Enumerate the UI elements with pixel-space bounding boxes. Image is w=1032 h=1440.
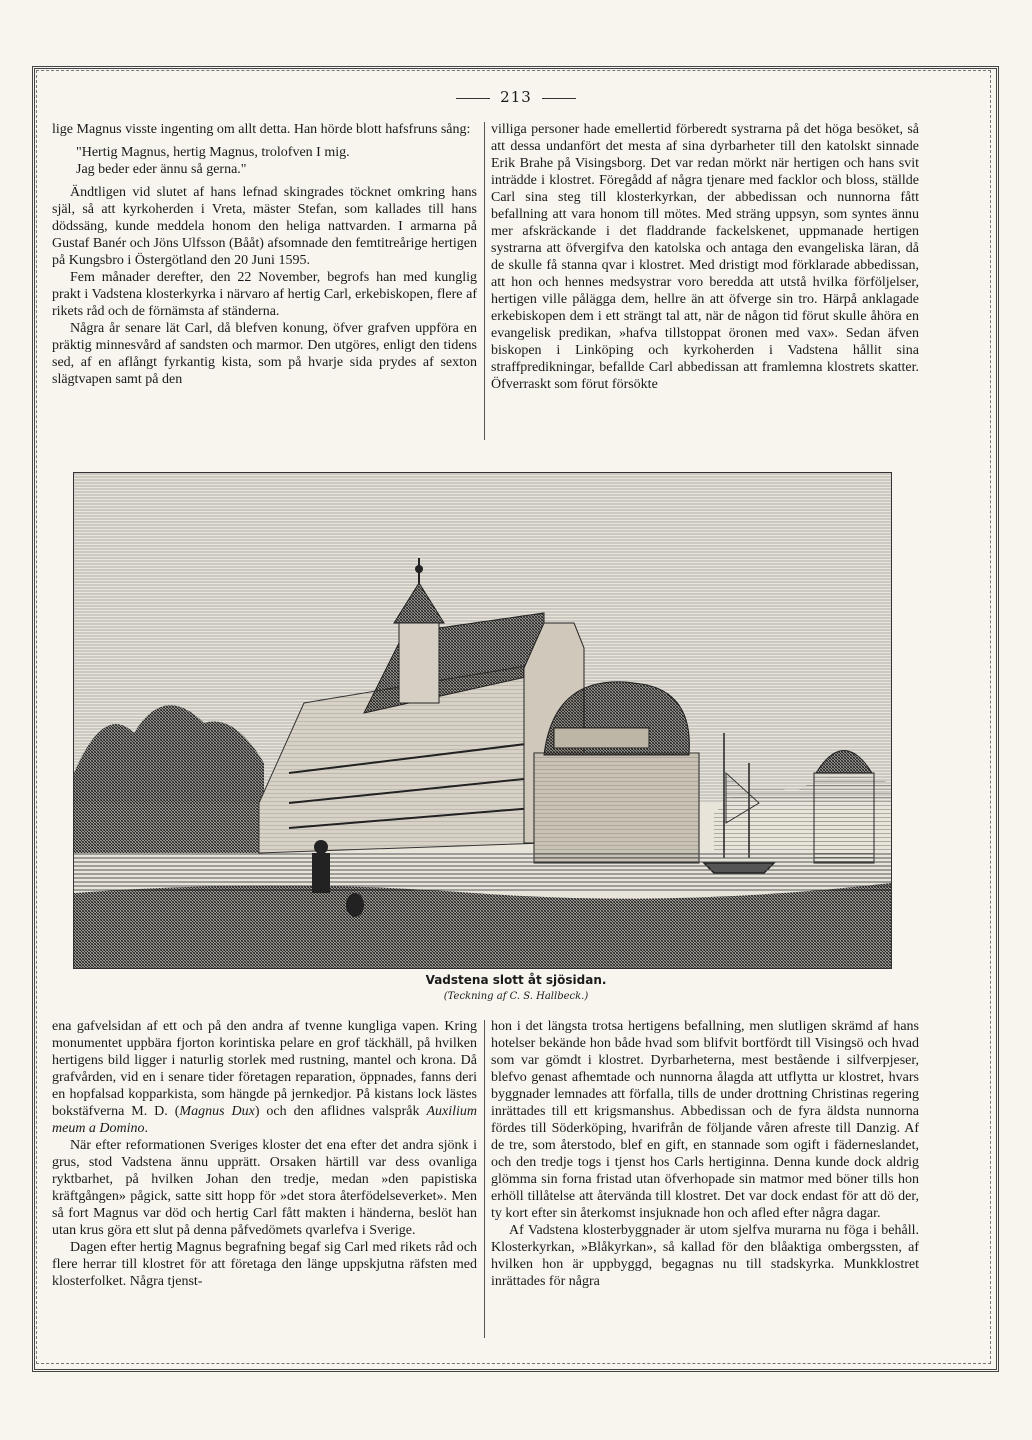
- paragraph: Några år senare lät Carl, då blefven konung, öfver grafven uppföra en präktig minnesvård af sandsten och marmor. Den utgöres, enligt den tidens sed, af en aflångt fyrkantig kista, som på hvarje sida prydes af sexton slägtvapen samt på den: [52, 321, 477, 387]
- credit-prefix: (Teckning af: [443, 991, 510, 1002]
- paragraph: När efter reformationen Sveriges kloster det ena efter det andra sjönk i grus, stod Vadstena ännu upprätt. Orsaken härtill var dess ovanliga ryktbarhet, på hvilken Johan den tredje, medan »den papistiska kräftgången» pågick, satte sitt hopp för »det stora återfödelseverket». Men så fort Magnus var död och hertig Carl fått makten i händerna, beslöt han utan krus göra ett slut på denna påfvedömets qvarlefva i Sverige.: [52, 1138, 477, 1238]
- paragraph: lige Magnus visste ingenting om allt detta. Han hörde blott hafsfruns sång:: [52, 122, 471, 137]
- paragraph: Af Vadstena klosterbyggnader är utom sjelfva murarna nu föga i behåll. Klosterkyrkan, »Blåkyrkan», så kallad för den blåaktiga ombergssten, af hvilken hon är uppbyggd, begagnas nu till stadskyrka. Munkklostret inrättades för några: [491, 1223, 919, 1289]
- figure-credit: [0, 991, 1032, 1002]
- italic-text: Auxilium meum a Domino: [52, 1104, 477, 1136]
- page-number-text: 213: [500, 88, 532, 106]
- verse-line: Jag beder eder ännu så gerna.": [76, 162, 247, 177]
- column-3: [52, 1018, 477, 1290]
- paragraph: Fem månader derefter, den 22 November, begrofs han med kunglig prakt i Vadstena klosterkyrka i närvaro af hertig Carl, erkebiskopen, flere af rikets råd och de förnämsta af ständerna.: [52, 270, 477, 319]
- text-run: ) och den aflidnes valspråk: [254, 1104, 427, 1119]
- page-number: [0, 88, 1032, 106]
- verse-line: "Hertig Magnus, hertig Magnus, trolofven I mig.: [76, 145, 350, 160]
- credit-suffix: .): [581, 991, 589, 1002]
- credit-artist: C. S. Hallbeck: [509, 991, 582, 1002]
- engraving-vadstena-castle: [73, 472, 892, 969]
- italic-text: Magnus Dux: [179, 1104, 255, 1119]
- text-run: .: [144, 1121, 149, 1136]
- paragraph: Ändtligen vid slutet af hans lefnad skingrades töcknet omkring hans själ, så att kyrkoherden i Vreta, mäster Stefan, som kallades till hans dödssäng, kunde meddela honom den heliga nattvarden. I armarna på Gustaf Banér och Jöns Ulfsson (Bååt) afsomnade den femtitreårige hertigen på Kungsbro i Östergötland den 20 Juni 1595.: [52, 185, 477, 268]
- paragraph: villiga personer hade emellertid förberedt systrarna på det höga besöket, så att dessa undanfört det mesta af sina dyrbarheter till den katolskt sinnade Erik Brahe på Visingsborg. Det var redan mörkt när hertigen och hans svit inträdde i klostret. Föregådd af några tjenare med facklor och bloss, ställde Carl sina steg till klosterkyrkan, der abbedissan och nunnorna fått befallning att vara honom till mötes. Med sträng uppsyn, som syntes ännu mer afskräckande i det fladdrande fackelskenet, uppmanade hertigen systrarna att öfvergifva den katolska och antaga den evangeliska läran, då de skulle få stanna qvar i klostret. Med dristigt mod förklarade abbedissan, att hon och hennes medsystrar voro beredda att utstå hvilka förföljelser, hertigen ville pålägga dem, hellre än att öfverge sin tro. Härpå anklagade erkebiskopen dem i ett strängt tal att, när de någon tid förut skulle åhöra en evangelisk predikan, »hafva tillstoppat öronen med vax». Sedan äfven biskopen i Linköping och kyrkoherden i Vadstena hållit sina straffpredikningar, befallde Carl abbedissan att framlemna klostrets skatter. Öfverraskt som förut försökte: [491, 122, 919, 392]
- paragraph: Dagen efter hertig Magnus begrafning begaf sig Carl med rikets råd och flere herrar till klostret för att företaga den länge uppskjutna räfsten med klosterfolket. Några tjenst-: [52, 1240, 477, 1289]
- column-divider: [484, 1020, 485, 1338]
- column-4: [491, 1018, 919, 1290]
- text-run: ena gafvelsidan af ett och på den andra af tvenne kungliga vapen. Kring monumentet uppbära fjorton korintiska pelare en grof täckhäll, på hvilken hertigens bild ligger i naturlig storlek med rustning, mantel och krona. Då grafvården, vid en i senare tider företagen reparation, öppnades, fanns deri en hopfalsad kopparkista, som hängde på jernkedjor. På kistans lock lästes bokstäfverna M. D. (: [52, 1019, 477, 1119]
- paragraph: [52, 1018, 477, 1137]
- column-1: [52, 121, 477, 388]
- column-2: [491, 121, 919, 393]
- column-divider: [484, 122, 485, 440]
- paragraph: hon i det längsta trotsa hertigens befallning, men slutligen skrämd af hans hotelser bekände hon både hvad som blifvit bortfördt till Visingsö och hvad som var gömdt i klostret. Dyrbarheterna, mest bestående i silfverpjeser, blefvo genast afhemtade och nunnorna ålagda att utflytta ur klostret, hvars byggnader lemnades att förfalla, tills de under drottning Christinas regering inrättades till ett krigsmanshus. Abbedissan och de fyra äldsta nunnorna fördes till Söderköping, hvarifrån de följande våren afreste till Danzig. Af de tre, som återstodo, blef en gift, en stannade som ogift i fäderneslandet, och den tredje togs i tjenst hos Carls hertiginna. Denna kunde dock aldrig glömma sin forna fristad utan öfverhopade sin matmor med böner tills hon erhöll tillåtelse att återvända till klostret. Det var dock endast för att dö der, ty kort efter sin återkomst insjuknade hon och afled efter några dagar.: [491, 1019, 919, 1221]
- figure-caption: Vadstena slott åt sjösidan.: [425, 973, 607, 987]
